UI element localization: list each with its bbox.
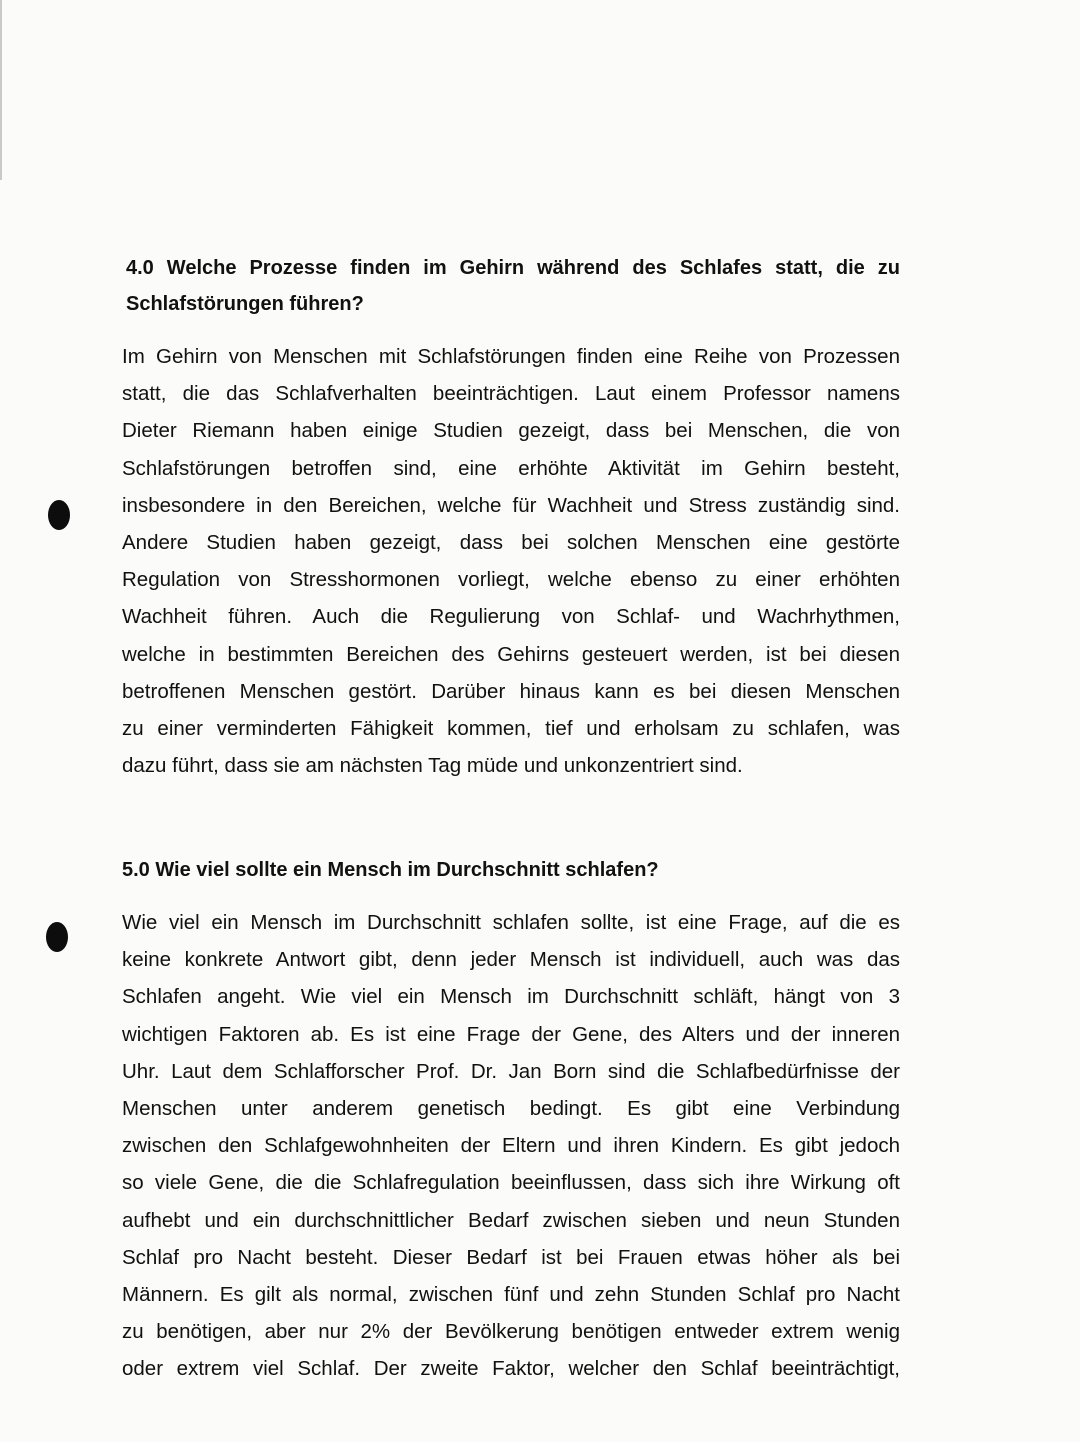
paragraph-line: Schlaf pro Nacht besteht. Dieser Bedarf ist bei Frauen etwas höher als bei	[122, 1245, 900, 1269]
paragraph-line: welche in bestimmten Bereichen des Gehirns gesteuert werden, ist bei diesen	[122, 642, 900, 666]
paragraph-line: Im Gehirn von Menschen mit Schlafstörungen finden eine Reihe von Prozessen	[122, 345, 900, 368]
paragraph-line: zu benötigen, aber nur 2% der Bevölkerung benötigen entweder extrem wenig	[122, 1320, 900, 1344]
paragraph-line: wichtigen Faktoren ab. Es ist eine Frage der Gene, des Alters und der inneren	[122, 1022, 900, 1046]
paragraph-line: Andere Studien haben gezeigt, dass bei solchen Menschen eine gestörte	[122, 531, 900, 555]
heading-line: 4.0 Welche Prozesse finden im Gehirn während des Schlafes statt, die zu	[126, 257, 900, 279]
heading-line: 5.0 Wie viel sollte ein Mensch im Durchschnitt schlafen?	[122, 859, 659, 881]
paragraph-line: Wie viel ein Mensch im Durchschnitt schlafen sollte, ist eine Frage, auf die es	[122, 911, 900, 934]
paragraph-line: Schlafstörungen betroffen sind, eine erhöhte Aktivität im Gehirn besteht,	[122, 456, 900, 480]
section-5-paragraph	[122, 904, 900, 1388]
paragraph-line: Schlafen angeht. Wie viel ein Mensch im Durchschnitt schläft, hängt von 3	[122, 985, 900, 1009]
heading-line: Schlafstörungen führen?	[126, 293, 364, 315]
paragraph-line: keine konkrete Antwort gibt, denn jeder Mensch ist individuell, auch was das	[122, 948, 900, 972]
section-5	[122, 852, 900, 1388]
paragraph-line: Regulation von Stresshormonen vorliegt, welche ebenso zu einer erhöhten	[122, 568, 900, 592]
section-4-heading	[122, 250, 900, 322]
paragraph-line: so viele Gene, die die Schlafregulation beeinflussen, dass sich ihre Wirkung oft	[122, 1171, 900, 1195]
punch-hole-top	[48, 500, 70, 530]
paragraph-line: betroffenen Menschen gestört. Darüber hinaus kann es bei diesen Menschen	[122, 679, 900, 703]
paragraph-line: statt, die das Schlafverhalten beeinträchtigen. Laut einem Professor namens	[122, 382, 900, 406]
section-5-heading	[122, 852, 900, 888]
paragraph-line: Menschen unter anderem genetisch bedingt. Es gibt eine Verbindung	[122, 1097, 900, 1121]
paragraph-line: insbesondere in den Bereichen, welche für Wachheit und Stress zuständig sind.	[122, 493, 900, 517]
punch-hole-bottom	[46, 922, 68, 952]
paragraph-line: Uhr. Laut dem Schlafforscher Prof. Dr. Jan Born sind die Schlafbedürfnisse der	[122, 1059, 900, 1083]
section-4	[122, 250, 900, 784]
paragraph-line: aufhebt und ein durchschnittlicher Bedarf zwischen sieben und neun Stunden	[122, 1208, 900, 1232]
paragraph-line: dazu führt, dass sie am nächsten Tag müde und unkonzentriert sind.	[122, 754, 743, 778]
paragraph-line: Männern. Es gilt als normal, zwischen fünf und zehn Stunden Schlaf pro Nacht	[122, 1283, 900, 1307]
paragraph-line: zwischen den Schlafgewohnheiten der Eltern und ihren Kindern. Es gibt jedoch	[122, 1134, 900, 1158]
paragraph-line: Wachheit führen. Auch die Regulierung von Schlaf- und Wachrhythmen,	[122, 605, 900, 629]
paragraph-line: Dieter Riemann haben einige Studien gezeigt, dass bei Menschen, die von	[122, 419, 900, 443]
section-4-paragraph	[122, 338, 900, 784]
paragraph-line: zu einer verminderten Fähigkeit kommen, tief und erholsam zu schlafen, was	[122, 717, 900, 741]
page-edge-mark	[0, 0, 2, 180]
paragraph-line: oder extrem viel Schlaf. Der zweite Faktor, welcher den Schlaf beeinträchtigt,	[122, 1357, 900, 1381]
